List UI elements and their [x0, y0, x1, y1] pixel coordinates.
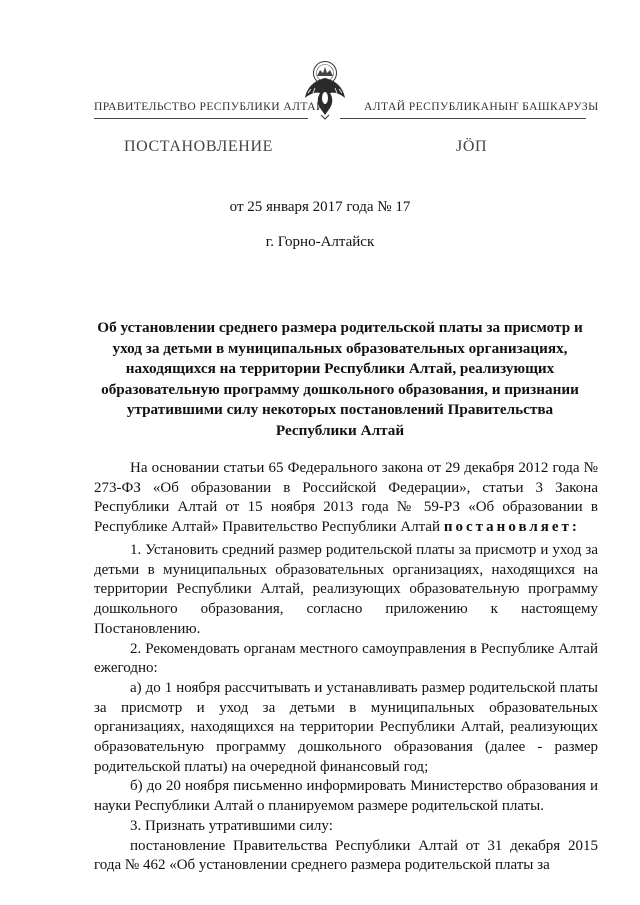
point-2a: а) до 1 ноября рассчитывать и устанавливать размер родительской платы за присмотр и уход за детьми в муниципальных образовательных организациях, находящихся на территории Республики Алтай, реализующих образовательную программу дошкольного образования (далее - размер родительской платы) на очередной финансовый год;	[94, 679, 598, 775]
header-rule-right	[340, 118, 586, 119]
document-date-number: от 25 января 2017 года № 17	[229, 199, 411, 215]
government-name-russian: ПРАВИТЕЛЬСТВО РЕСПУБЛИКИ АЛТАЙ	[94, 100, 325, 113]
document-type-russian: ПОСТАНОВЛЕНИЕ	[124, 138, 273, 155]
preamble	[94, 459, 598, 538]
document-title: Об установлении среднего размера родительской платы за присмотр и уход за детьми в муниципальных образовательных организациях, находящихся на территории Республики Алтай, реализующих образовательную программу дошкольного образования, и признании утратившими силу некоторых постановлений Правительства Республики Алтай	[97, 319, 583, 439]
preamble-text: На основании статьи 65 Федерального закона от 29 декабря 2012 года № 273-ФЗ «Об образовании в Российской Федерации», статьи 3 Закона Республики Алтай от 15 ноября 2013 года № 59-РЗ «Об образовании в Республике Алтай» Правительство Республики Алтай	[94, 460, 598, 536]
header-rule-left	[94, 118, 308, 119]
point-3: 3. Признать утратившими силу:	[130, 817, 333, 834]
document-city: г. Горно-Алтайск	[265, 234, 375, 250]
point-2b: б) до 20 ноября письменно информировать Министерство образования и науки Республики Алтай о планируемом размере родительской платы.	[94, 778, 598, 815]
decree-word: постановляет:	[443, 519, 580, 536]
document-type-altai: ЈÖП	[456, 138, 488, 155]
point-2: 2. Рекомендовать органам местного самоуправления в Республике Алтай ежегодно:	[94, 640, 598, 677]
point-3-item: постановление Правительства Республики Алтай от 31 декабря 2015 года № 462 «Об установлении среднего размера родительской платы за	[94, 837, 598, 874]
decree-points	[94, 541, 598, 876]
government-name-altai: АЛТАЙ РЕСПУБЛИКАНЫҤ БАШКАРУЗЫ	[364, 100, 599, 113]
point-1: 1. Установить средний размер родительской платы за присмотр и уход за детьми в муниципальных образовательных организациях, находящихся на территории Республики Алтай, реализующих образовательную программу дошкольного образования, согласно приложению к настоящему Постановлению.	[94, 542, 598, 637]
